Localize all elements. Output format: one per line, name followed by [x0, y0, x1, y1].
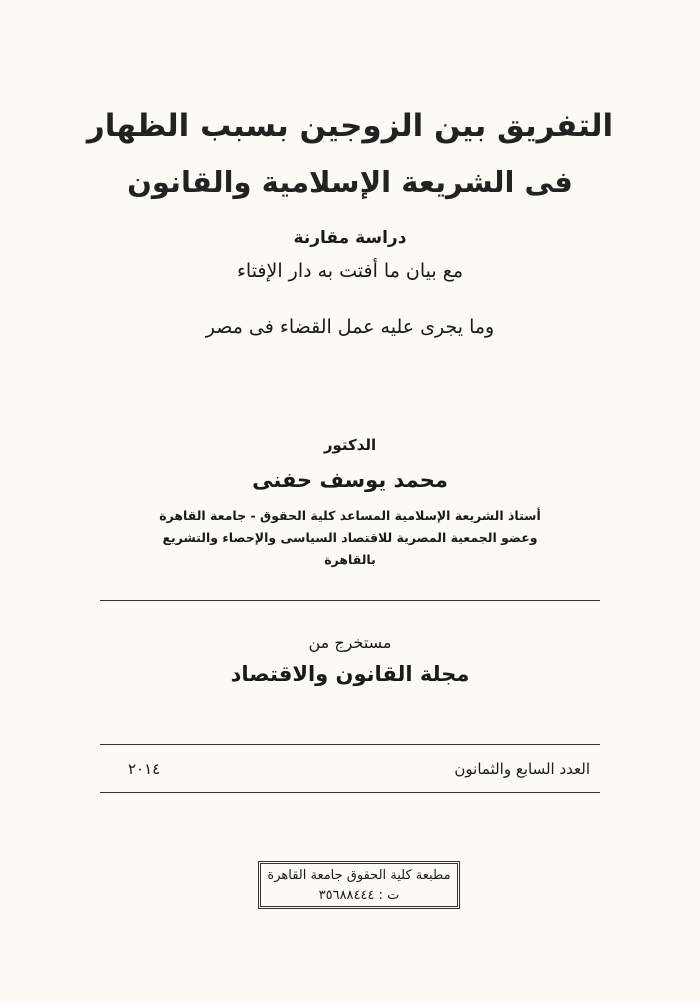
subtitle-line-5: وما يجرى عليه عمل القضاء فى مصر [205, 316, 495, 338]
author-affiliation-2: وعضو الجمعية المصرية للاقتصاد السياسى والإحصاء والتشريع [162, 530, 538, 545]
title-line-1: التفريق بين الزوجين بسبب الظهار [86, 108, 614, 144]
divider [100, 600, 600, 601]
divider [100, 744, 600, 745]
divider [100, 792, 600, 793]
printer-phone: ت : ٣٥٦٨٨٤٤٤ [318, 888, 400, 903]
author-affiliation-3: بالقاهرة [324, 552, 376, 567]
printer-box [258, 861, 460, 909]
subtitle-line-4: مع بيان ما أفتت به دار الإفتاء [236, 260, 464, 282]
issue-year: ٢٠١٤ [128, 760, 161, 778]
author-affiliation-1: أستاذ الشريعة الإسلامية المساعد كلية الحقوق - جامعة القاهرة [159, 508, 541, 523]
title-line-2: فى الشريعة الإسلامية والقانون [127, 165, 573, 199]
issue-label: العدد السابع والثمانون [454, 760, 590, 778]
author-name: محمد يوسف حفنى [252, 468, 448, 492]
journal-name: مجلة القانون والاقتصاد [230, 662, 470, 686]
subtitle: دراسة مقارنة [293, 228, 407, 248]
author-prefix: الدكتور [323, 436, 377, 454]
printer-name: مطبعة كلية الحقوق جامعة القاهرة [267, 868, 451, 883]
extract-label: مستخرج من [308, 633, 392, 652]
